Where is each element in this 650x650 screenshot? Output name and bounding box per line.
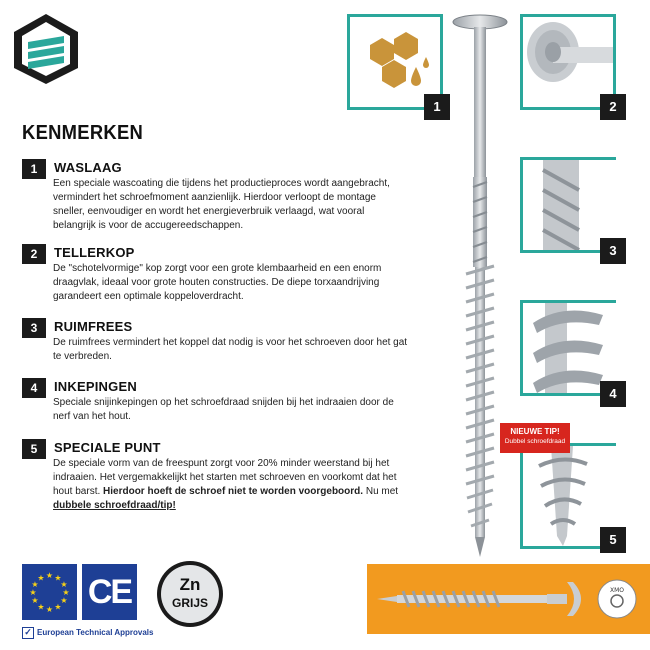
svg-text:★: ★: [54, 602, 62, 612]
feature-title: TELLERKOP: [54, 245, 135, 260]
checkmark-icon: ✓: [22, 627, 34, 639]
feature-description: Speciale snijinkepingen op het schroefdraad snijden bij het indraaien door de nerf van het hout.: [53, 397, 394, 422]
feature-number: 5: [22, 439, 46, 459]
eu-flag-icon: [22, 564, 77, 620]
thread-notches-icon: [523, 303, 613, 393]
description-text: Nu met: [363, 486, 399, 497]
feature-number: 2: [22, 244, 46, 264]
svg-text:★: ★: [54, 573, 62, 583]
box-number: 3: [600, 238, 626, 264]
zinc-grey-badge: [157, 561, 223, 627]
zn-label: Zn: [179, 575, 201, 594]
svg-text:★: ★: [60, 596, 68, 605]
screw-side-view: [367, 564, 650, 634]
description-bold: Hierdoor hoeft de schroef niet te worden voorgeboord.: [103, 486, 364, 497]
svg-text:★: ★: [31, 580, 39, 589]
box-number: 5: [600, 527, 626, 553]
svg-text:★: ★: [45, 605, 54, 614]
ce-mark-icon: [82, 564, 137, 620]
description-text: De speciale vorm van de freespunt zorgt voor 20% minder weerstand bij het indraaien. Het vergemakkelijkt het starten met schroeven en voorkomt dat het hout barst.: [53, 458, 397, 497]
feature-description: Een speciale wascoating die tijdens het productieproces wordt aangebracht, vermindert het schroefmoment aanzienlijk. Hierdoor verloopt de montage sneller, eenvoudiger en wordt het energieverbruik verlaagd, wat vooral belangrijk is voor de accugereedschappen.: [53, 178, 390, 231]
feature-number: 1: [22, 159, 46, 179]
feature-description: De ruimfrees vermindert het koppel dat nodig is voor het schroeven door het gat te verbreden.: [53, 337, 408, 362]
double-thread-link: dubbele schroefdraad/tip!: [53, 500, 176, 511]
box-number: 4: [600, 381, 626, 407]
feature-title: RUIMFREES: [54, 319, 133, 334]
eta-row: [22, 627, 153, 639]
feature-description: [53, 457, 408, 513]
svg-text:★: ★: [62, 588, 70, 597]
screw-product-banner: [367, 564, 650, 634]
svg-text:★: ★: [37, 602, 45, 612]
feature-description: De "schotelvormige" kop zorgt voor een grote klembaarheid en een enorm draagvlak, ideaal voor grote houten constructies. De diepe torxaandrijving garandeert een optimale koppeloverdracht.: [53, 263, 382, 302]
page-title: KENMERKEN: [22, 122, 144, 144]
svg-text:★: ★: [37, 573, 45, 583]
badge-title: NIEUWE TIP!: [510, 427, 560, 436]
brand-logo: [10, 12, 82, 84]
feature-title: INKEPINGEN: [54, 379, 137, 394]
feature-number: 4: [22, 378, 46, 398]
feature-title: SPECIALE PUNT: [54, 440, 161, 455]
svg-text:★: ★: [45, 571, 54, 580]
box-number: 1: [424, 94, 450, 120]
grijs-label: GRIJS: [171, 596, 208, 610]
svg-text:★: ★: [60, 580, 68, 589]
feature-title: WASLAAG: [54, 160, 122, 175]
feature-number: 3: [22, 318, 46, 338]
svg-text:★: ★: [29, 588, 37, 597]
ce-label: CE: [87, 573, 132, 611]
head-marking: XMO: [609, 587, 625, 594]
eta-label: European Technical Approvals: [37, 628, 154, 638]
screw-image: [440, 12, 520, 557]
badge-subtitle: Dubbel schroefdraad: [504, 438, 566, 445]
reamer-icon: [523, 160, 613, 250]
box-number: 2: [600, 94, 626, 120]
svg-text:★: ★: [31, 596, 39, 605]
